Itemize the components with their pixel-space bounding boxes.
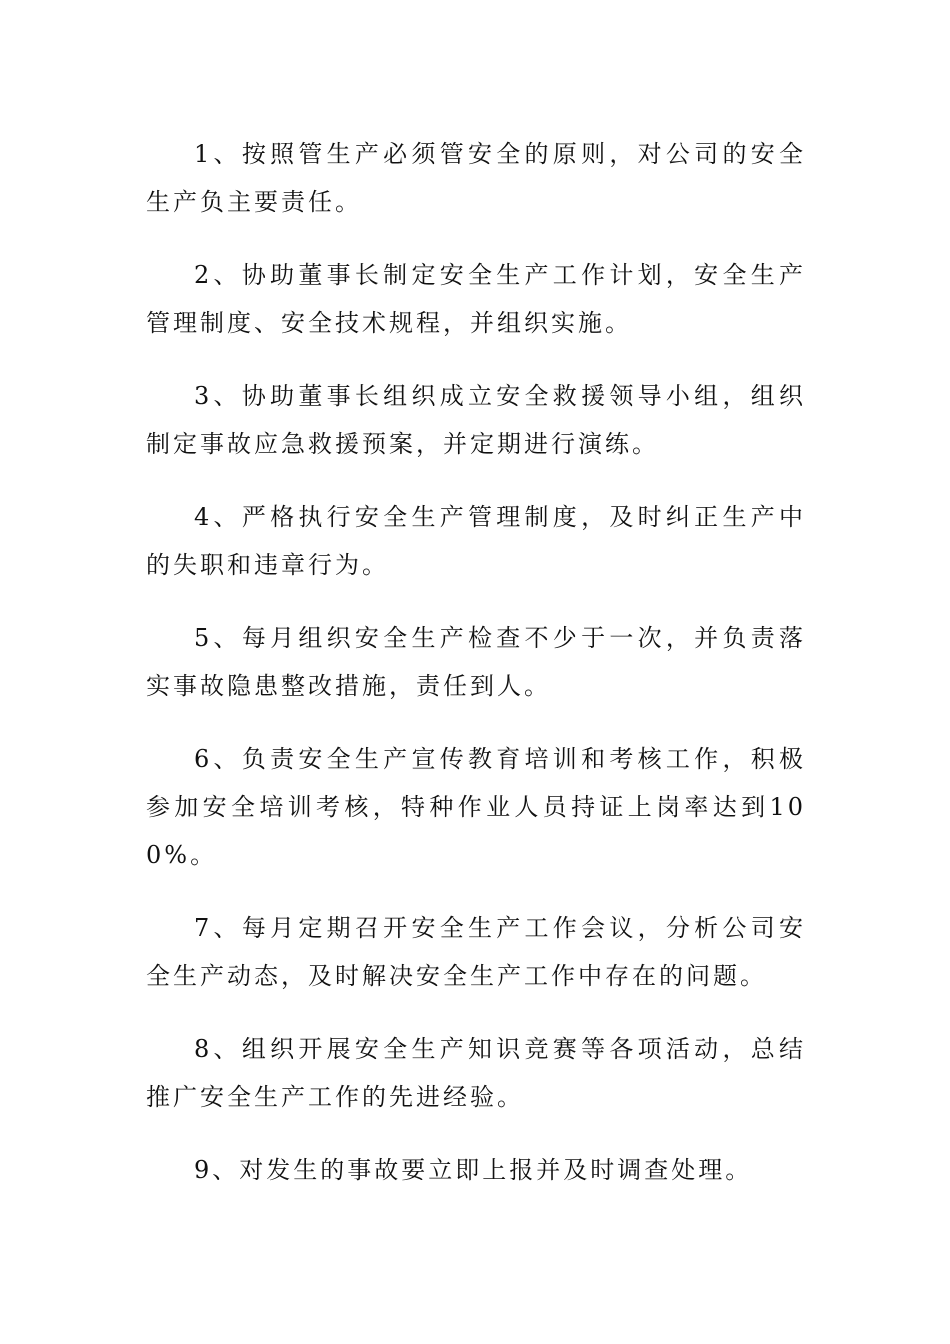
document-body	[146, 130, 806, 1219]
paragraph-8: 8、组织开展安全生产知识竞赛等各项活动，总结推广安全生产工作的先进经验。	[146, 1035, 806, 1111]
paragraph-5: 5、每月组织安全生产检查不少于一次，并负责落实事故隐患整改措施，责任到人。	[146, 624, 806, 700]
paragraph-6: 6、负责安全生产宣传教育培训和考核工作，积极参加安全培训考核，特种作业人员持证上岗率达到100%。	[146, 745, 806, 869]
paragraph-4: 4、严格执行安全生产管理制度，及时纠正生产中的失职和违章行为。	[146, 503, 806, 579]
paragraph-1: 1、按照管生产必须管安全的原则，对公司的安全生产负主要责任。	[146, 140, 806, 216]
paragraph-9: 9、对发生的事故要立即上报并及时调查处理。	[194, 1156, 753, 1184]
paragraph-7: 7、每月定期召开安全生产工作会议，分析公司安全生产动态，及时解决安全生产工作中存在的问题。	[146, 914, 806, 990]
paragraph-3: 3、协助董事长组织成立安全救援领导小组，组织制定事故应急救援预案，并定期进行演练。	[146, 382, 806, 458]
paragraph-2: 2、协助董事长制定安全生产工作计划，安全生产管理制度、安全技术规程，并组织实施。	[146, 261, 806, 337]
